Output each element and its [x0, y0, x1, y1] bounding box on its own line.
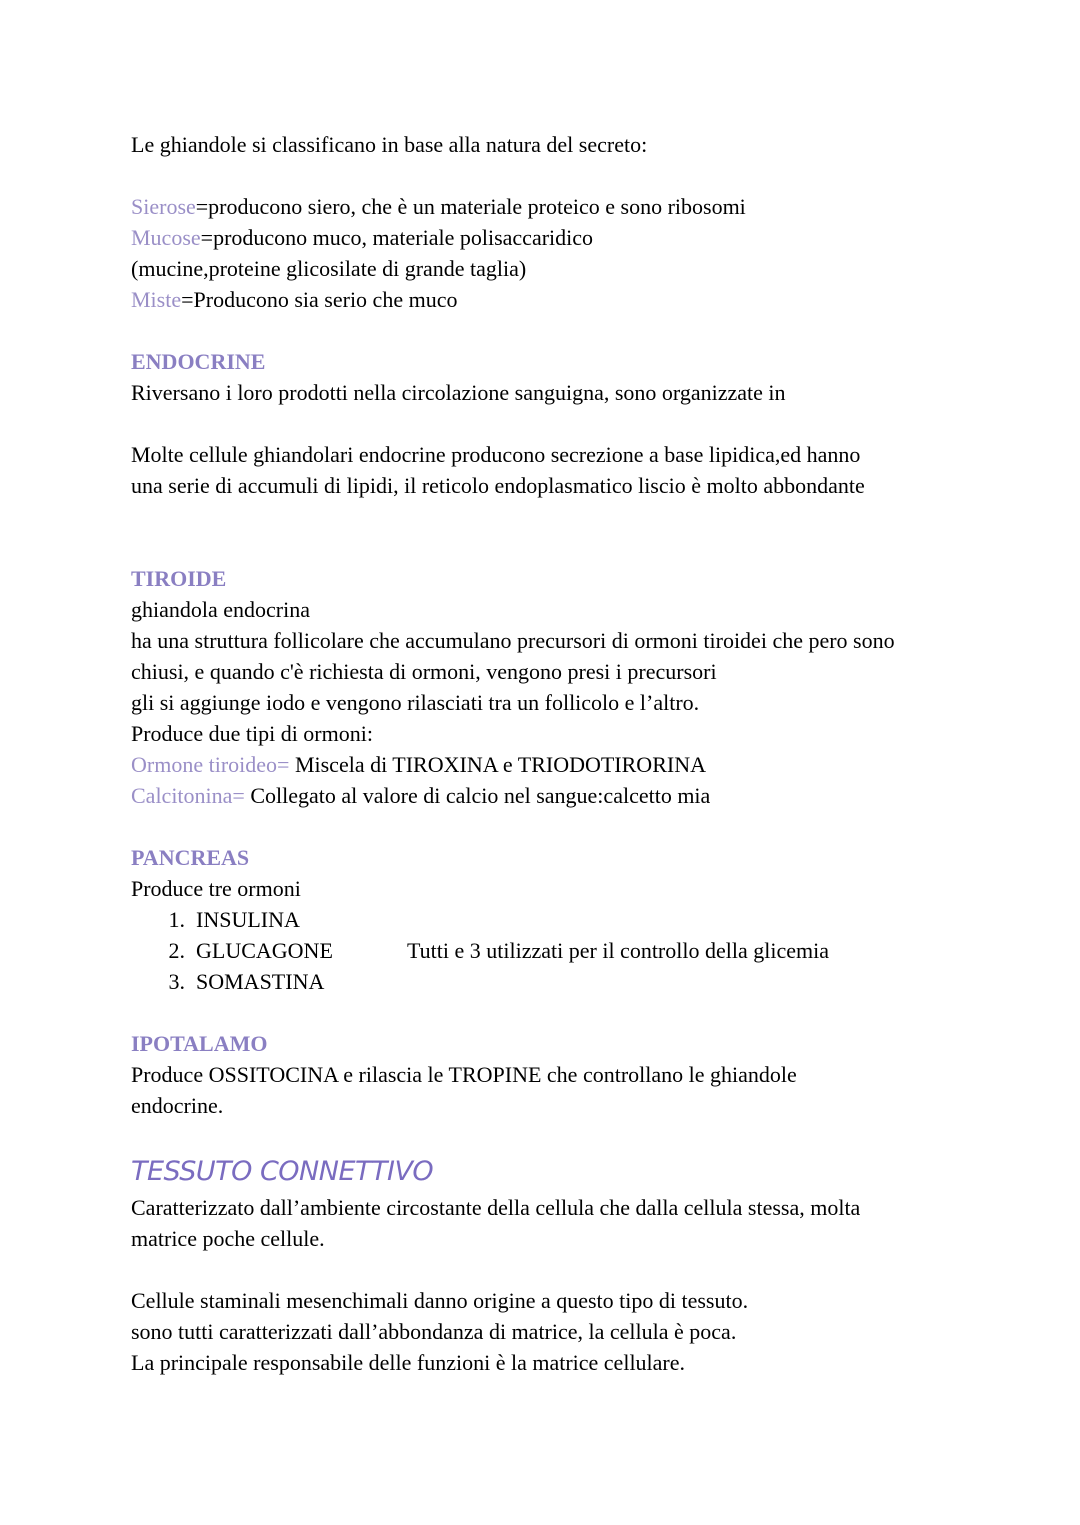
endocrine-line: Riversano i loro prodotti nella circolazione sanguigna, sono organizzate in: [131, 380, 786, 405]
endocrine-para-line: una serie di accumuli di lipidi, il reticolo endoplasmatico liscio è molto abbondante: [131, 473, 865, 498]
connettivo-line: sono tutti caratterizzati dall’abbondanza di matrice, la cellula è poca.: [131, 1319, 737, 1344]
ipotalamo-line: Produce OSSITOCINA e rilascia le TROPINE che controllano le ghiandole: [131, 1062, 797, 1087]
pancreas-hormone-list: [131, 904, 991, 997]
list-number: 3.: [168, 969, 185, 994]
heading-endocrine: ENDOCRINE: [131, 349, 266, 374]
term-miste: Miste: [131, 287, 182, 312]
list-item: [131, 904, 991, 935]
list-item-text: SOMASTINA: [196, 969, 325, 994]
desc-ormone-tiroideo: Miscela di TIROXINA e TRIODOTIRORINA: [289, 752, 706, 777]
endocrine-para-line: Molte cellule ghiandolari endocrine producono secrezione a base lipidica,ed hanno: [131, 442, 861, 467]
list-item-note: Tutti e 3 utilizzati per il controllo della glicemia: [407, 938, 829, 963]
list-number: 1.: [168, 907, 185, 932]
term-calcitonina: Calcitonina=: [131, 783, 245, 808]
intro-text: Le ghiandole si classificano in base alla natura del secreto:: [131, 132, 648, 157]
type-miste: [131, 284, 991, 315]
pancreas-line: Produce tre ormoni: [131, 876, 301, 901]
type-sierose: [131, 191, 991, 222]
heading-pancreas: PANCREAS: [131, 845, 250, 870]
hormone-ormone-tiroideo: [131, 749, 991, 780]
desc-sierose: =producono siero, che è un materiale proteico e sono ribosomi: [195, 194, 746, 219]
connettivo-line: matrice poche cellule.: [131, 1226, 325, 1251]
heading-ipotalamo: IPOTALAMO: [131, 1031, 268, 1056]
ipotalamo-line: endocrine.: [131, 1093, 224, 1118]
hormone-calcitonina: [131, 780, 991, 811]
list-item-text: GLUCAGONE: [196, 938, 333, 963]
term-ormone-tiroideo: Ormone tiroideo=: [131, 752, 290, 777]
type-mucose-note: (mucine,proteine glicosilate di grande taglia): [131, 256, 527, 281]
desc-calcitonina: Collegato al valore di calcio nel sangue:calcetto mia: [244, 783, 711, 808]
list-item: [131, 966, 991, 997]
section-title-tessuto-connettivo: TESSUTO CONNETTIVO: [131, 1156, 434, 1187]
type-mucose: [131, 222, 991, 253]
list-item-text: INSULINA: [196, 907, 300, 932]
tiroide-line: gli si aggiunge iodo e vengono rilasciati tra un follicolo e l’altro.: [131, 690, 700, 715]
tiroide-line: ha una struttura follicolare che accumulano precursori di ormoni tiroidei che pero sono: [131, 628, 895, 653]
connettivo-line: Cellule staminali mesenchimali danno origine a questo tipo di tessuto.: [131, 1288, 749, 1313]
document-page: [131, 129, 991, 1378]
connettivo-line: La principale responsabile delle funzioni è la matrice cellulare.: [131, 1350, 686, 1375]
tiroide-line: ghiandola endocrina: [131, 597, 310, 622]
tiroide-line: Produce due tipi di ormoni:: [131, 721, 373, 746]
heading-tiroide: TIROIDE: [131, 566, 227, 591]
list-item: [131, 935, 991, 966]
term-mucose: Mucose: [131, 225, 201, 250]
gland-types-list: [131, 191, 991, 315]
tiroide-line: chiusi, e quando c'è richiesta di ormoni, vengono presi i precursori: [131, 659, 717, 684]
list-number: 2.: [168, 938, 185, 963]
connettivo-line: Caratterizzato dall’ambiente circostante della cellula che dalla cellula stessa, molta: [131, 1195, 861, 1220]
term-sierose: Sierose: [131, 194, 196, 219]
desc-mucose: =producono muco, materiale polisaccaridico: [200, 225, 594, 250]
desc-miste: =Producono sia serio che muco: [181, 287, 458, 312]
